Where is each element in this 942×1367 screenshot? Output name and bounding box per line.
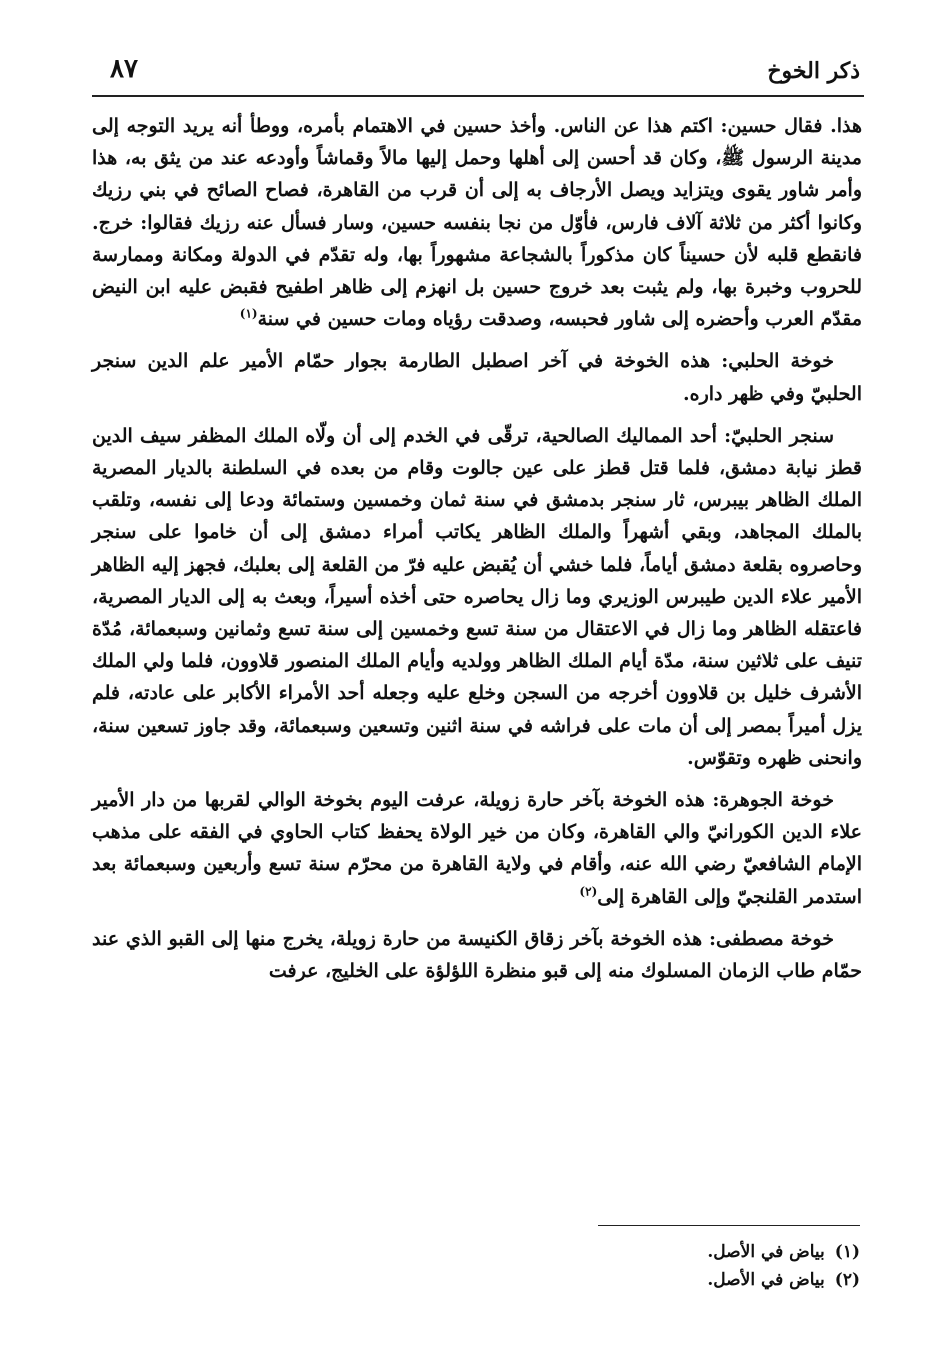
paragraph-text: سنجر الحلبيّ: أحد المماليك الصالحية، ترقّى في الخدم إلى أن ولّاه الملك المظفر سيف الدين قطز نيابة دمشق، فلما قتل قطز على عين جالوت وقام من بعده في السلطنة بالديار المصرية الملك الظاهر بيبرس، ثار سنجر بدمشق في سنة ثمان وخمسين وستمائة ودعا إلى نفسه، وتلقب بالملك المجاهد، وبقي أشهراً والملك الظاهر يكاتب أمراء دمشق إلى أن خاموا على سنجر وحاصروه بقلعة دمشق أياماً، فلما خشي أن يُقبض عليه فرّ من القلعة إلى بعلبك، فجهز إليه الظاهر الأمير علاء الدين طيبرس الوزيري وما زال يحاصره حتى أخذه أسيراً، وبعث به إلى الديار المصرية، فاعتقله الظاهر وما زال في الاعتقال من سنة تسع وخمسين إلى سنة تسع وثمانين وسبعمائة، مُدّة تنيف على ثلاثين سنة، مدّة أيام الملك الظاهر وولديه وأيام الملك المنصور قلاوون، فلما ولي الملك الأشرف خليل بن قلاوون أخرجه من السجن وخلع عليه وجعله أحد الأمراء الأكابر على عادته، فلم يزل أميراً بمصر إلى أن مات على فراشه في سنة اثنين وتسعين وسبعمائة، وقد جاوز تسعين سنة، وانحنى ظهره وتقوّس. bbox=[92, 424, 862, 769]
footnote-ref: (١) bbox=[239, 306, 258, 321]
footnotes bbox=[500, 1238, 860, 1294]
footnote bbox=[500, 1238, 860, 1266]
page-header bbox=[92, 52, 860, 92]
paragraph-text: خوخة الجوهرة: هذه الخوخة بآخر حارة زويلة، عرفت اليوم بخوخة الوالي لقربها من دار الأمير علاء الدين الكورانيّ والي القاهرة، وكان من خير الولاة يحفظ كتاب الحاوي في الفقه على مذهب الإمام الشافعيّ رضي الله عنه، وأقام في ولاية القاهرة من محرّم سنة تسع وأربعين وسبعمائة بعد استدمر القلنجيّ وإلى القاهرة إلى bbox=[92, 789, 862, 908]
paragraph-continuation bbox=[92, 110, 862, 335]
paragraph-khokha-mustafa bbox=[92, 923, 862, 987]
page-number: ٨٧ bbox=[110, 54, 138, 84]
running-title: ذكر الخوخ bbox=[767, 58, 860, 84]
footnote-number: (١) bbox=[834, 1242, 860, 1262]
footnote bbox=[500, 1266, 860, 1294]
footnote-rule bbox=[598, 1225, 860, 1226]
footnote-ref: (٢) bbox=[579, 884, 598, 899]
paragraph-khokha-jawhara bbox=[92, 784, 862, 913]
footnote-text: بياض في الأصل. bbox=[707, 1270, 825, 1290]
footnote-number: (٢) bbox=[834, 1270, 860, 1290]
footnote-text: بياض في الأصل. bbox=[707, 1242, 825, 1262]
paragraph-text: خوخة مصطفى: هذه الخوخة بآخر زقاق الكنيسة من حارة زويلة، يخرج منها إلى القبو الذي عند حمّام طاب الزمان المسلوك منه إلى قبو منظرة اللؤلؤة على الخليج، عرفت bbox=[92, 927, 862, 983]
paragraph-text: هذا. فقال حسين: اكتم هذا عن الناس. وأخذ حسين في الاهتمام بأمره، ووطأ أنه يريد التوجه إلى مدينة الرسول ﷺ، وكان قد أحسن إلى أهلها وحمل إليها مالاً وقماشاً وأودعه عند من يثق به، هذا وأمر شاور يقوى ويتزايد ويصل الأرجاف به إلى أن قرب من القاهرة، فصاح الصائح في بني رزيك وكانوا أكثر من ثلاثة آلاف فارس، فأوّل من نجا بنفسه حسين، وسار فسأل عنه رزيك فقالوا: خرج. فانقطع قلبه لأن حسيناً كان مذكوراً بالشجاعة مشهوراً بها، وله تقدّم في الدولة ومكانة وممارسة للحروب وخبرة بها، ولم يثبت بعد خروج حسين بل انهزم إلى ظاهر اطفيح فقبض عليه ابن النيض مقدّم العرب وأحضره إلى شاور فحبسه، وصدقت رؤياه ومات حسين في سنة bbox=[92, 115, 862, 331]
header-rule bbox=[92, 95, 864, 97]
paragraph-khokha-halabi bbox=[92, 345, 862, 409]
paragraph-text: خوخة الحلبي: هذه الخوخة في آخر اصطبل الطارمة بجوار حمّام الأمير علم الدين سنجر الحلبيّ وفي ظهر داره. bbox=[92, 350, 862, 405]
main-text bbox=[92, 110, 862, 997]
paragraph-sanjar-halabi bbox=[92, 420, 862, 774]
